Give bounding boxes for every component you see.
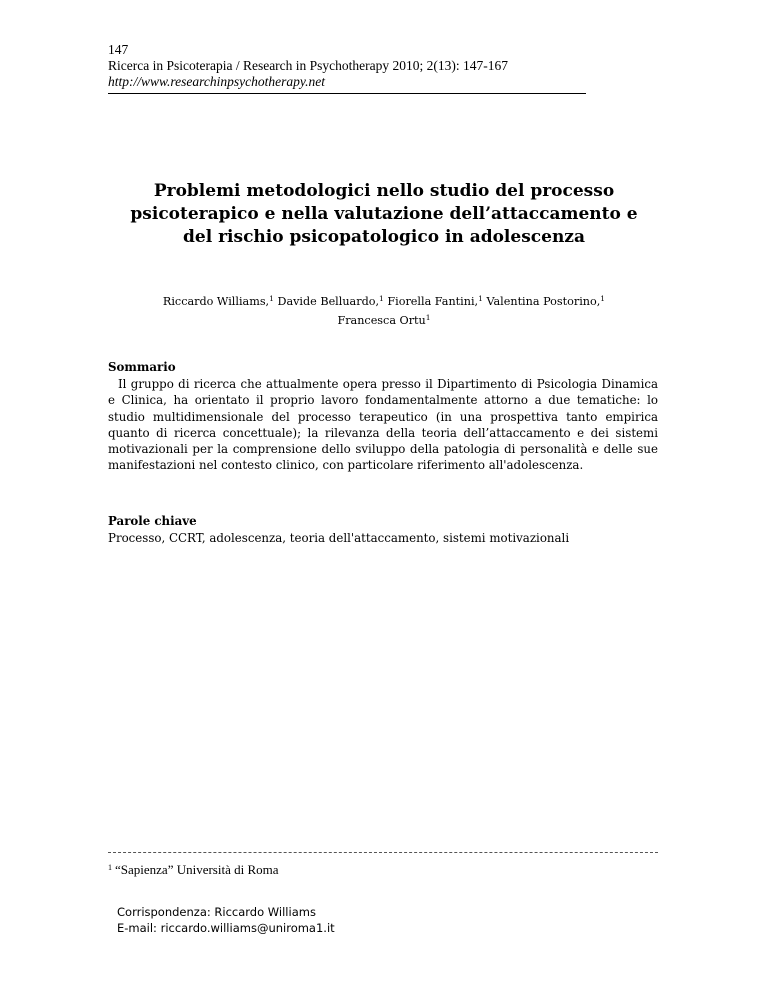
title-line: Problemi metodologici nello studio del processo — [153, 181, 615, 201]
author-name: Valentina Postorino, — [486, 295, 601, 308]
correspondence-name: Corrispondenza: Riccardo Williams — [117, 905, 316, 919]
footnote-marker: 1 — [108, 863, 112, 872]
paper-title — [100, 180, 668, 249]
header-divider — [108, 93, 586, 94]
author-name: Davide Belluardo, — [277, 295, 380, 308]
keywords-heading: Parole chiave — [108, 514, 197, 528]
title-line: del rischio psicopatologico in adolescenza — [183, 227, 585, 247]
keywords-text: Processo, CCRT, adolescenza, teoria dell'attaccamento, sistemi motivazionali — [108, 531, 570, 545]
footnote-text: “Sapienza” Università di Roma — [115, 862, 279, 877]
affiliation-marker: 1 — [379, 294, 384, 303]
footnote-divider — [108, 852, 658, 853]
affiliation-marker: 1 — [269, 294, 274, 303]
author-name: Francesca Ortu — [337, 314, 426, 327]
affiliation-marker: 1 — [478, 294, 483, 303]
author-name: Fiorella Fantini, — [387, 295, 479, 308]
affiliation-marker: 1 — [425, 313, 431, 322]
abstract-heading: Sommario — [108, 360, 176, 374]
footnote — [108, 862, 279, 878]
correspondence-email[interactable]: E-mail: riccardo.williams@uniroma1.it — [117, 921, 335, 935]
author-name: Riccardo Williams, — [162, 295, 270, 308]
journal-url[interactable]: http://www.researchinpsychotherapy.net — [108, 74, 325, 89]
running-header — [108, 42, 586, 94]
affiliation-marker: 1 — [600, 294, 606, 303]
page-number: 147 — [108, 42, 129, 57]
author-line — [100, 291, 668, 310]
title-line: psicoterapico e nella valutazione dell’attaccamento e — [130, 204, 638, 224]
author-list — [100, 291, 668, 329]
journal-citation: Ricerca in Psicoterapia / Research in Psychotherapy 2010; 2(13): 147-167 — [108, 58, 509, 73]
correspondence — [117, 904, 335, 936]
abstract-text: Il gruppo di ricerca che attualmente opera presso il Dipartimento di Psicologia Dinamica e Clinica, ha orientato il proprio lavoro fondamentalmente attorno a due tematiche: lo studio multidimensionale del processo terapeutico (in una prospettiva tanto empirica quanto di ricerca concettuale); la rilevanza della teoria dell’attaccamento e dei sistemi motivazionali per la comprensione dello sviluppo della patologia di personalità e delle sue manifestazioni nel contesto clinico, con particolare riferimento all'adolescenza. — [108, 377, 658, 473]
author-line — [100, 310, 668, 329]
